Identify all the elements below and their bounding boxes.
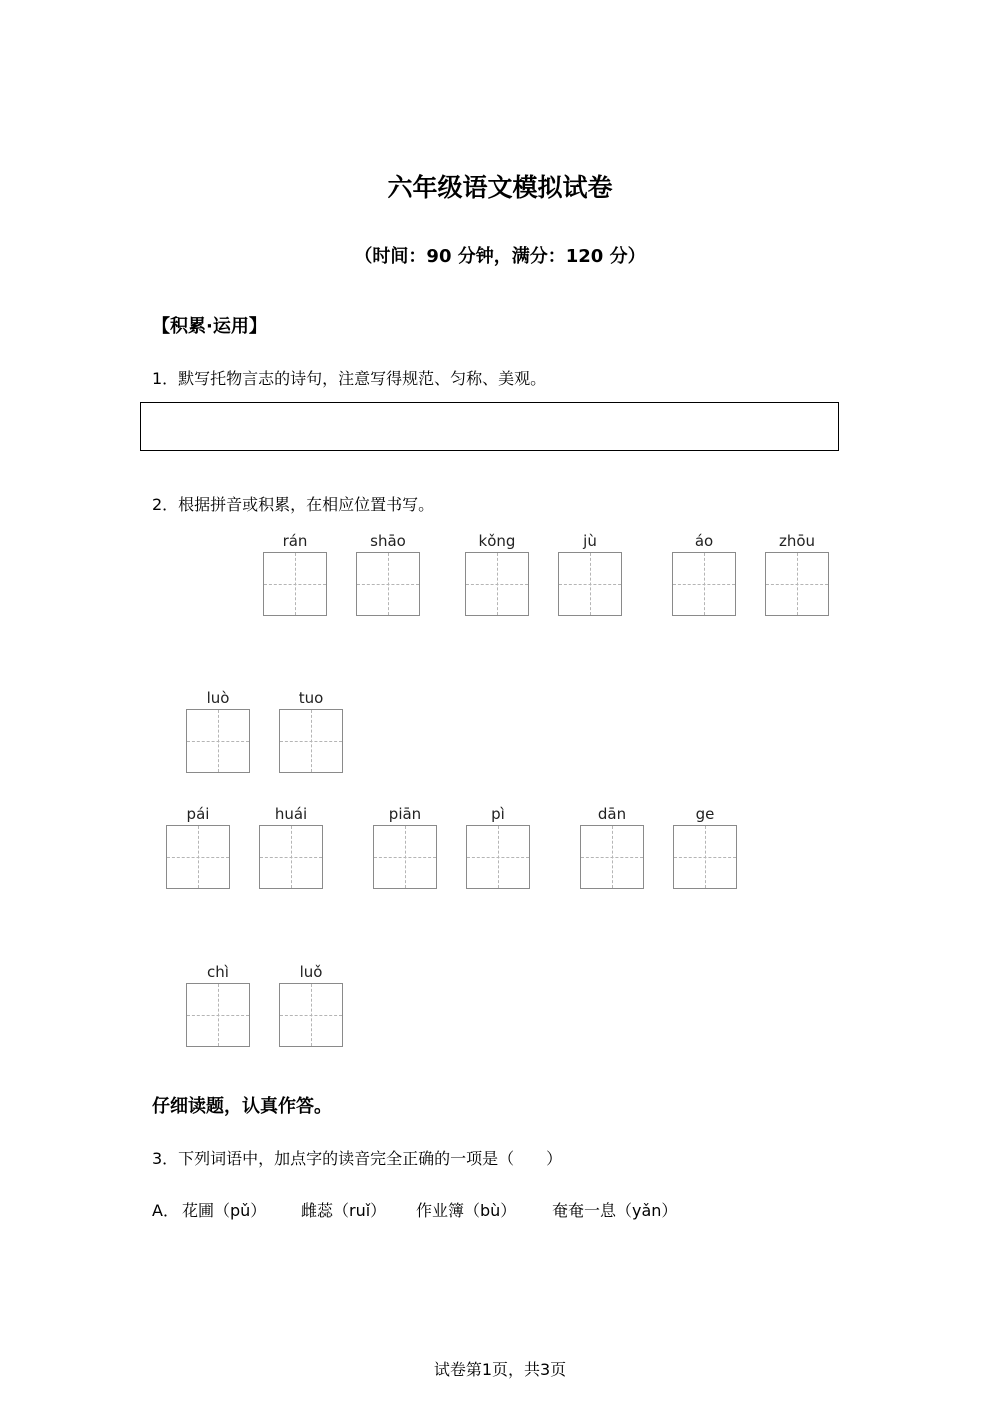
option-label: A． bbox=[152, 1201, 179, 1220]
tian-grid-box[interactable] bbox=[186, 983, 250, 1047]
section-heading: 【积累·运用】 bbox=[152, 316, 267, 337]
tian-grid-box[interactable] bbox=[672, 552, 736, 616]
tian-grid-box[interactable] bbox=[673, 825, 737, 889]
tian-grid-box[interactable] bbox=[356, 552, 420, 616]
exam-info: （时间：90 分钟，满分：120 分） bbox=[354, 246, 646, 267]
pinyin-label: rán bbox=[282, 532, 308, 550]
pinyin-label: pái bbox=[186, 805, 210, 823]
question-3: 3．下列词语中，加点字的读音完全正确的一项是（ ） bbox=[152, 1149, 563, 1168]
pinyin-label: tuo bbox=[298, 689, 324, 707]
pinyin-label: shāo bbox=[370, 532, 406, 550]
tian-grid-box[interactable] bbox=[279, 983, 343, 1047]
writing-cell[interactable] bbox=[373, 803, 437, 889]
tian-grid-box[interactable] bbox=[166, 825, 230, 889]
writing-cell[interactable] bbox=[580, 803, 644, 889]
tian-grid-box[interactable] bbox=[558, 552, 622, 616]
option-word: 奄奄一息（yǎn） bbox=[552, 1201, 678, 1220]
writing-cell[interactable] bbox=[263, 530, 327, 616]
option-word: 雌蕊（ruǐ） bbox=[301, 1201, 387, 1220]
tian-grid-box[interactable] bbox=[580, 825, 644, 889]
question-2: 2．根据拼音或积累，在相应位置书写。 bbox=[152, 495, 435, 514]
pinyin-label: zhōu bbox=[778, 532, 816, 550]
page-title: 六年级语文模拟试卷 bbox=[387, 173, 613, 202]
writing-cell[interactable] bbox=[279, 687, 343, 773]
pinyin-label: luǒ bbox=[299, 963, 323, 981]
tian-grid-box[interactable] bbox=[263, 552, 327, 616]
writing-cell[interactable] bbox=[466, 803, 530, 889]
pinyin-label: ge bbox=[695, 805, 715, 823]
answer-box[interactable] bbox=[140, 402, 839, 451]
tian-grid-box[interactable] bbox=[259, 825, 323, 889]
writing-cell[interactable] bbox=[166, 803, 230, 889]
tian-grid-box[interactable] bbox=[465, 552, 529, 616]
pinyin-label: dān bbox=[597, 805, 627, 823]
writing-cell[interactable] bbox=[672, 530, 736, 616]
writing-cell[interactable] bbox=[279, 961, 343, 1047]
page-footer: 试卷第1页，共3页 bbox=[433, 1360, 567, 1379]
instruction-heading: 仔细读题，认真作答。 bbox=[152, 1096, 332, 1117]
writing-cell[interactable] bbox=[558, 530, 622, 616]
writing-cell[interactable] bbox=[186, 687, 250, 773]
writing-cell[interactable] bbox=[186, 961, 250, 1047]
writing-cell[interactable] bbox=[465, 530, 529, 616]
tian-grid-box[interactable] bbox=[373, 825, 437, 889]
pinyin-label: pì bbox=[491, 805, 505, 823]
tian-grid-box[interactable] bbox=[466, 825, 530, 889]
tian-grid-box[interactable] bbox=[765, 552, 829, 616]
writing-cell[interactable] bbox=[259, 803, 323, 889]
writing-cell[interactable] bbox=[673, 803, 737, 889]
pinyin-label: jù bbox=[583, 532, 597, 550]
pinyin-label: chì bbox=[207, 963, 229, 981]
tian-grid-box[interactable] bbox=[186, 709, 250, 773]
writing-cell[interactable] bbox=[765, 530, 829, 616]
question-1: 1．默写托物言志的诗句，注意写得规范、匀称、美观。 bbox=[152, 369, 547, 388]
tian-grid-box[interactable] bbox=[279, 709, 343, 773]
pinyin-label: piān bbox=[388, 805, 422, 823]
writing-cell[interactable] bbox=[356, 530, 420, 616]
pinyin-label: luò bbox=[206, 689, 230, 707]
pinyin-label: huái bbox=[274, 805, 308, 823]
pinyin-label: áo bbox=[694, 532, 714, 550]
pinyin-label: kǒng bbox=[478, 532, 516, 550]
option-word: 作业簿（bù） bbox=[416, 1201, 517, 1220]
option-word: 花圃（pǔ） bbox=[182, 1201, 267, 1220]
